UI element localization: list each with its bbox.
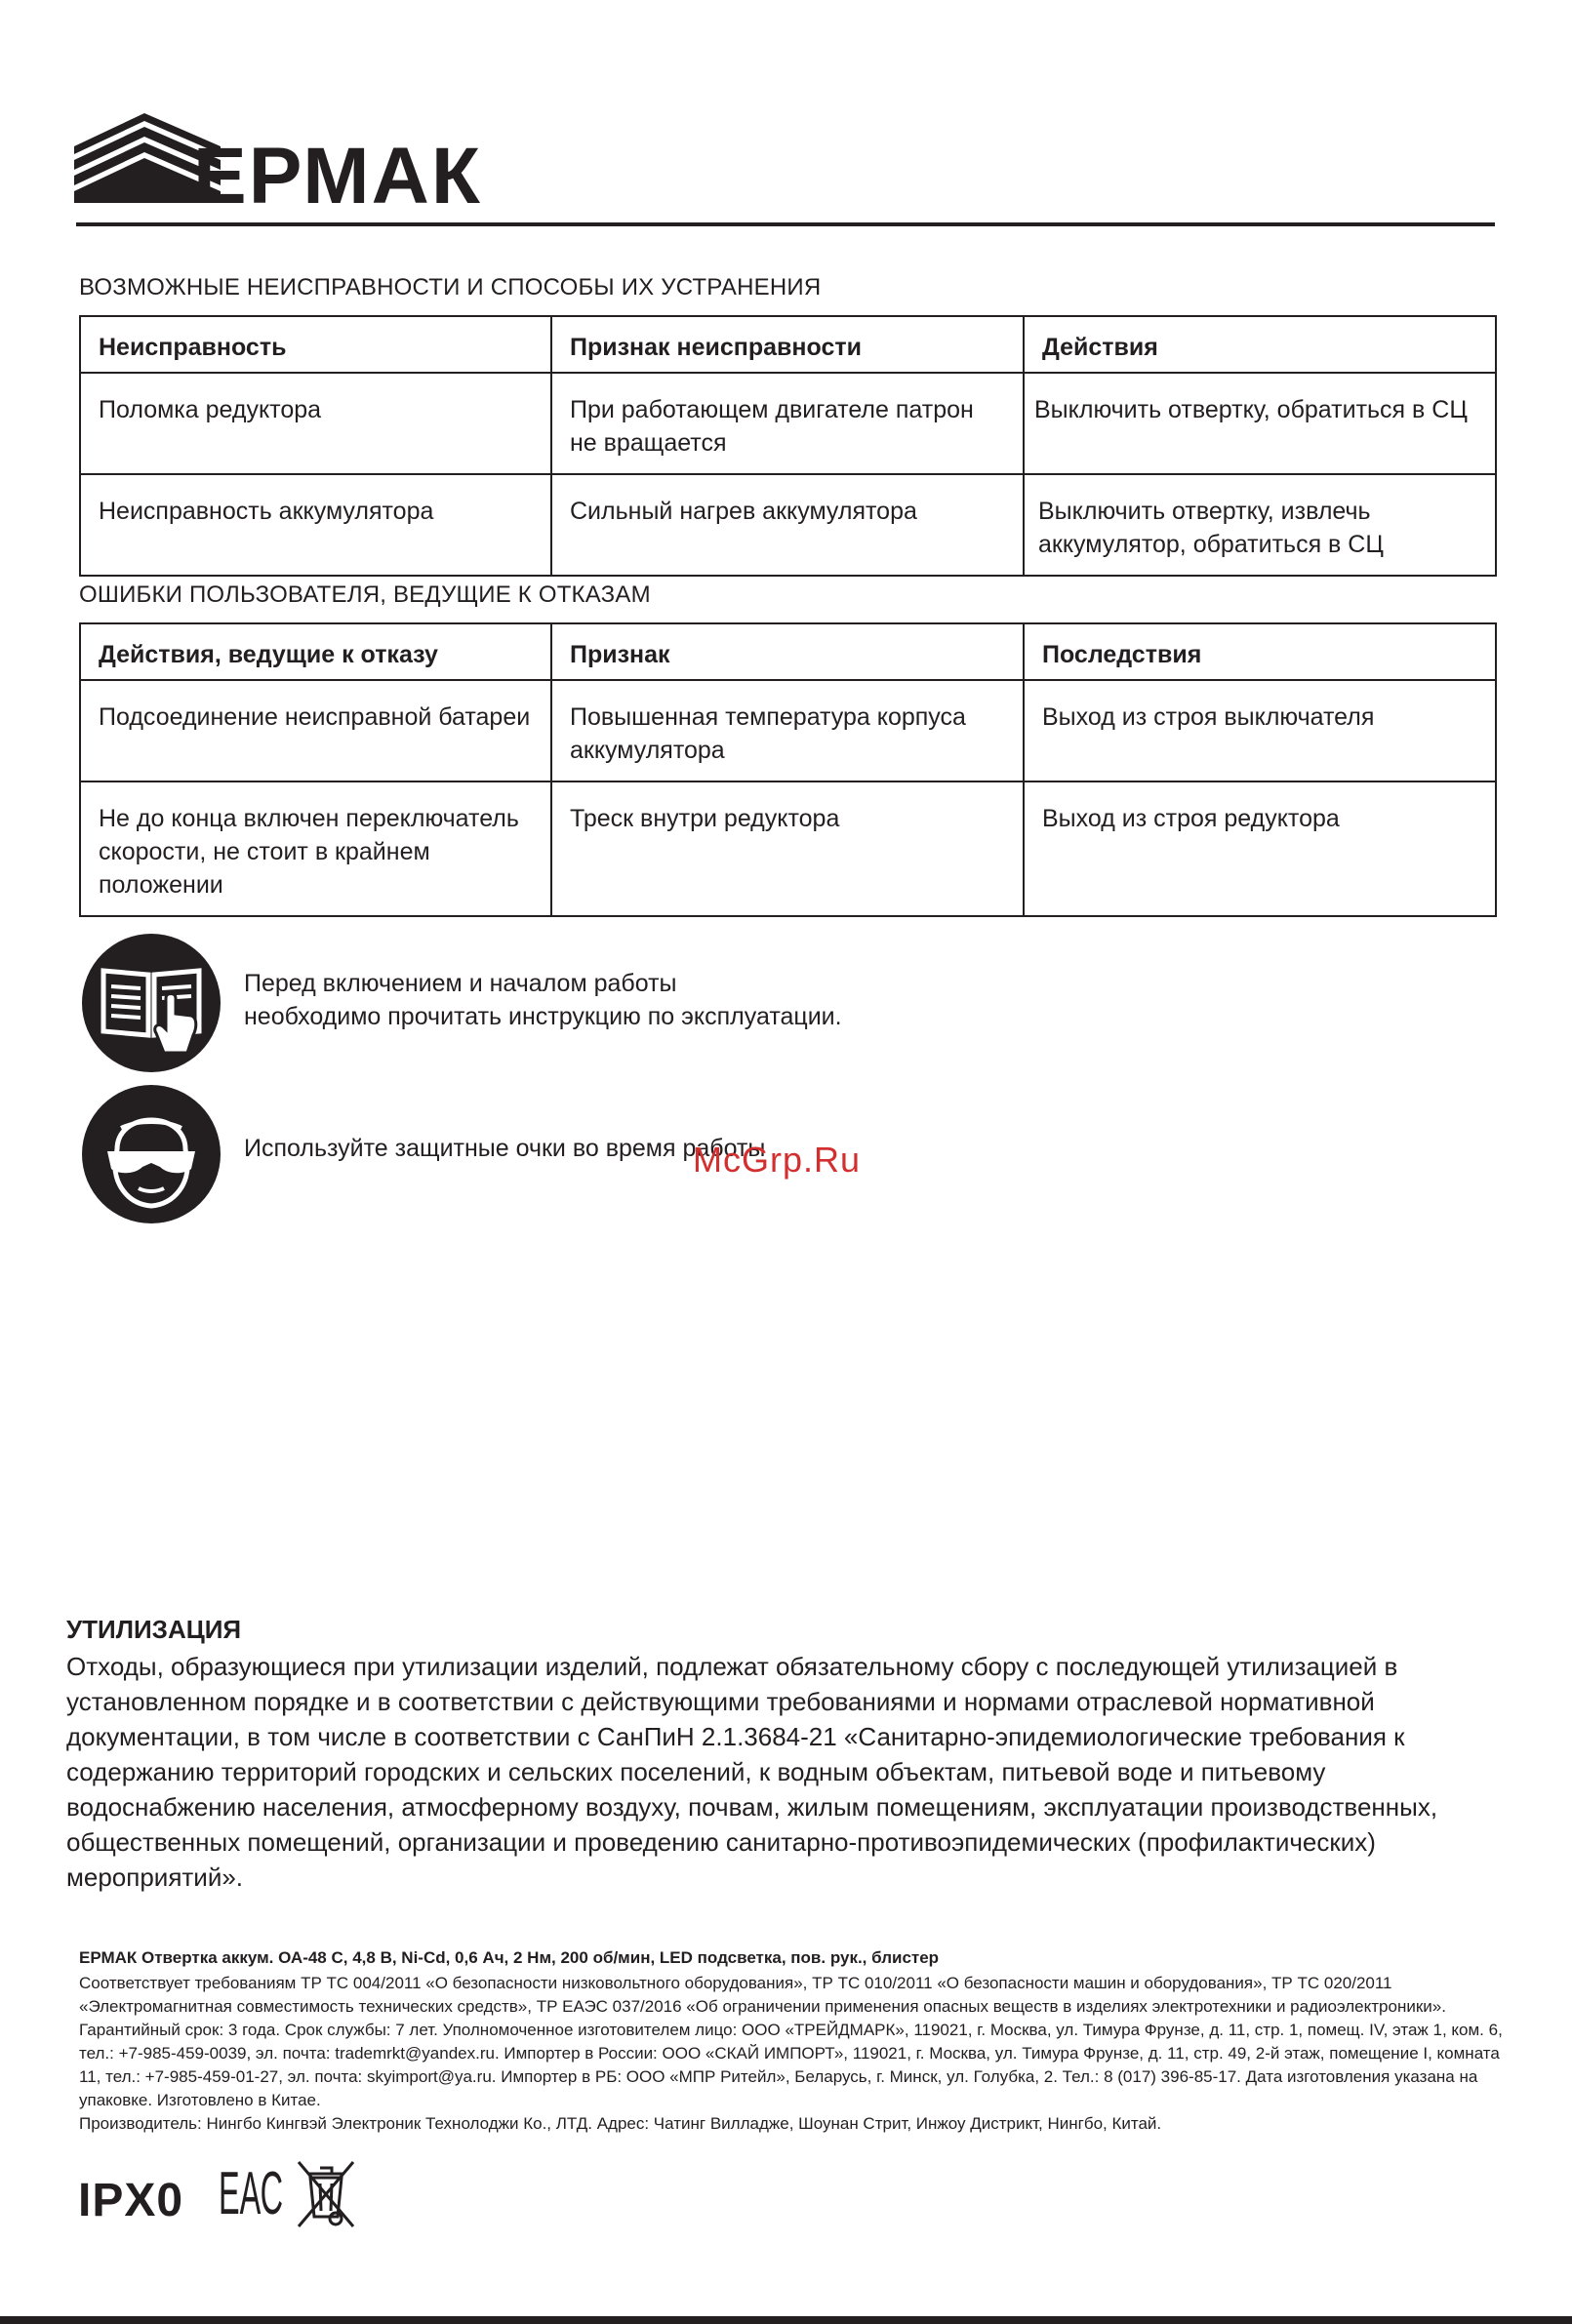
faults-section-title: ВОЗМОЖНЫЕ НЕИСПРАВНОСТИ И СПОСОБЫ ИХ УСТРАНЕНИЯ xyxy=(79,274,822,301)
faults-table xyxy=(79,315,1497,577)
column-header: Признак xyxy=(551,623,1024,680)
column-header: Признак неисправности xyxy=(551,316,1024,373)
table-cell: Выключить отвертку, извлечь аккумулятор, обратиться в СЦ xyxy=(1024,474,1496,576)
table-cell: Выход из строя редуктора xyxy=(1024,781,1496,916)
brand-wordmark: ЕРМАК xyxy=(193,132,482,220)
read-manual-notice xyxy=(244,967,842,1033)
table-row xyxy=(80,474,1496,576)
eac-mark: ЕАС xyxy=(219,2160,283,2227)
column-header: Действия xyxy=(1024,316,1496,373)
table-row xyxy=(80,781,1496,916)
column-header: Действия, ведущие к отказу xyxy=(80,623,551,680)
read-manual-icon xyxy=(82,934,221,1072)
column-header: Последствия xyxy=(1024,623,1496,680)
table-cell: Треск внутри редуктора xyxy=(551,781,1024,916)
product-description: ЕРМАК Отвертка аккум. ОА-48 С, 4,8 В, Ni-Cd, 0,6 Ач, 2 Нм, 200 об/мин, LED подсветка, пов. рук., блистер xyxy=(79,1948,940,1967)
watermark: McGrp.Ru xyxy=(693,1140,862,1180)
table-header-row xyxy=(80,623,1496,680)
table-cell: Выключить отвертку, обратиться в СЦ xyxy=(1024,373,1496,474)
bottom-border xyxy=(0,2316,1572,2324)
disposal-text: Отходы, образующиеся при утилизации изделий, подлежат обязательному сбору с последующей утилизацией в установленном порядке и в соответствии с действующими требованиями и нормами отраслевой нормативной документации, в том числе в соответствии с СанПиН 2.1.3684-21 «Санитарно-эпидемиологические требования к содержанию территорий городских и сельских поселений, к водным объектам, питьевой воде и питьевому водоснабжению населения, атмосферному воздуху, почвам, жилым помещениям, эксплуатации производственных, общественных помещений, организации и проведению санитарно-противоэпидемических (профилактических) мероприятий». xyxy=(66,1652,1438,1892)
disposal-title: УТИЛИЗАЦИЯ xyxy=(66,1615,242,1644)
table-cell: Не до конца включен переключатель скорости, не стоит в крайнем положении xyxy=(80,781,551,916)
compliance-text: Соответствует требованиям ТР ТС 004/2011 «О безопасности низковольтного оборудования», ТР ТС 010/2011 «О безопасности машин и оборудования», ТР ТС 020/2011 «Электромагнитная совместимость технических средств», ТР ЕАЭС 037/2016 «Об ограничении применения опасных веществ в изделиях электротехники и радиоэлектроники». Гарантийный срок: 3 года. Срок службы: 7 лет. Уполномоченное изготовителем лицо: ООО «ТРЕЙДМАРК», 119021, г. Москва, ул. Тимура Фрунзе, д. 11, стр. 1, помещ. IV, этаж 1, ком. 6, тел.: +7-985-459-0039, эл. почта: trademrkt@yandex.ru. Импортер в России: ООО «СКАЙ ИМПОРТ», 119021, г. Москва, ул. Тимура Фрунзе, д. 11, стр. 49, 2-й этаж, помещение I, комната 11, тел.: +7-985-459-01-27, эл. почта: skyimport@ya.ru. Импортер в РБ: ООО «МПР Ритейл», Беларусь, г. Минск, ул. Голубка, 2. Тел.: 8 (017) 396-85-17. Дата изготовления указана на упаковке. Изготовлено в Китае. xyxy=(79,1974,1503,2109)
safety-goggles-notice: Используйте защитные очки во время работы xyxy=(244,1135,766,1162)
user-errors-table xyxy=(79,622,1497,917)
crossed-bin-icon xyxy=(293,2156,359,2230)
table-cell: Подсоединение неисправной батареи xyxy=(80,680,551,781)
notice-text: Перед включением и началом работы xyxy=(244,970,677,997)
table-cell: Сильный нагрев аккумулятора xyxy=(551,474,1024,576)
table-cell: Повышенная температура корпуса аккумулятора xyxy=(551,680,1024,781)
table-row xyxy=(80,373,1496,474)
table-header-row xyxy=(80,316,1496,373)
header-divider xyxy=(76,222,1495,226)
table-cell: Выход из строя выключателя xyxy=(1024,680,1496,781)
ip-rating: IPX0 xyxy=(78,2175,184,2226)
table-cell: Неисправность аккумулятора xyxy=(80,474,551,576)
user-errors-section-title: ОШИБКИ ПОЛЬЗОВАТЕЛЯ, ВЕДУЩИЕ К ОТКАЗАМ xyxy=(79,581,651,608)
compliance-block xyxy=(79,1972,1504,2136)
notice-text: необходимо прочитать инструкцию по эксплуатации. xyxy=(244,1003,842,1030)
eac-mark-icon xyxy=(217,2160,285,2227)
table-cell: Поломка редуктора xyxy=(80,373,551,474)
manufacturer-text: Производитель: Нингбо Кингвэй Электроник Технолоджи Ко., ЛТД. Адрес: Чатинг Вилладже, Шоунан Стрит, Инжоу Дистрикт, Нингбо, Китай. xyxy=(79,2114,1162,2133)
safety-goggles-icon xyxy=(82,1085,221,1223)
table-row xyxy=(80,680,1496,781)
brand-logo xyxy=(74,109,533,220)
column-header: Неисправность xyxy=(80,316,551,373)
table-cell: При работающем двигателе патрон не вращается xyxy=(551,373,1024,474)
